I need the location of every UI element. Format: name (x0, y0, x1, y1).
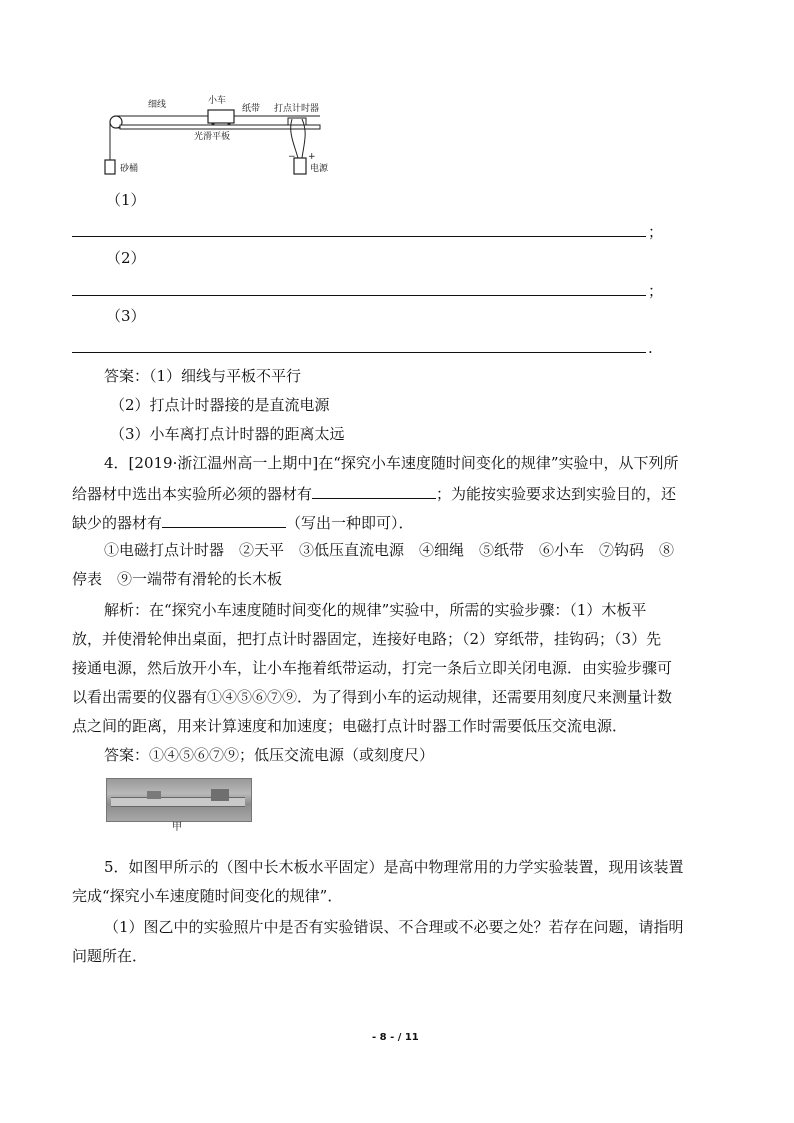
label-cart: 小车 (208, 96, 227, 106)
q4-answer: 答案：①④⑤⑥⑦⑨；低压交流电源（或刻度尺） (104, 746, 435, 764)
q3-item-3: （3） (106, 307, 146, 325)
q5-line-1: 5．如图甲所示的（图中长木板水平固定）是高中物理常用的力学实验装置，现用该装置 (104, 858, 684, 876)
experiment-photo (106, 778, 252, 822)
q4-options-2: 停表 ⑨一端带有滑轮的长木板 (72, 570, 283, 588)
q4-analysis-1: 解析：在“探究小车速度随时间变化的规律”实验中，所需的实验步骤：（1）木板平 (104, 601, 647, 619)
q4-options-1: ①电磁打点计时器 ②天平 ③低压直流电源 ④细绳 ⑤纸带 ⑥小车 ⑦钩码 ⑧ (104, 541, 675, 559)
photo-timer (211, 789, 229, 801)
q4-analysis-2: 放，并使滑轮伸出桌面，把打点计时器固定，连接好电路；（2）穿纸带，挂钩码；（3）先 (72, 630, 662, 648)
q3-blank-2[interactable] (72, 295, 646, 296)
label-board: 光滑平板 (194, 132, 231, 142)
photo-cart (147, 791, 161, 799)
q3-end-1: ； (648, 223, 664, 241)
q4-line-1: 4．[2019·浙江温州高一上期中]在“探究小车速度随时间变化的规律”实验中，从下列所 (104, 454, 679, 472)
q3-end-3: . (648, 339, 653, 357)
q3-answer-2: （2）打点计时器接的是直流电源 (110, 396, 330, 414)
q4-blank-equipment[interactable] (312, 482, 436, 499)
q3-item-2: （2） (106, 249, 146, 267)
q4-line-3-text-a: 缺少的器材有 (72, 514, 163, 532)
q5-line-2: 完成“探究小车速度随时间变化的规律”． (72, 887, 343, 905)
q3-blank-3[interactable] (72, 352, 646, 353)
label-bucket: 砂桶 (120, 164, 139, 174)
photo-caption: 甲 (172, 822, 182, 833)
q3-item-1: （1） (106, 191, 146, 209)
label-plus: + (308, 152, 316, 162)
page-number: - 8 - / 11 (372, 1032, 419, 1043)
label-string: 细线 (148, 100, 167, 110)
q4-line-2 (72, 482, 676, 504)
q5-sub1-line-1: （1）图乙中的实验照片中是否有实验错误、不合理或不必要之处？若存在问题，请指明 (104, 918, 684, 936)
q4-line-2-text-b: ；为能按实验要求达到实验目的，还 (436, 485, 677, 503)
q4-analysis-4: 以看出需要的仪器有①④⑤⑥⑦⑨．为了得到小车的运动规律，还需要用刻度尺来测量计数 (72, 688, 673, 706)
q3-blank-1[interactable] (72, 236, 646, 237)
label-minus: − (288, 152, 296, 162)
label-timer: 打点计时器 (274, 104, 320, 114)
q4-analysis-5: 点之间的距离，用来计算速度和加速度；电磁打点计时器工作时需要低压交流电源． (72, 717, 628, 735)
experiment-diagram (96, 92, 346, 182)
q4-analysis-3: 接通电源，然后放开小车，让小车拖着纸带运动，打完一条后立即关闭电源．由实验步骤可 (72, 659, 673, 677)
label-power: 电源 (310, 164, 329, 174)
q4-line-2-text-a: 给器材中选出本实验所必须的器材有 (72, 485, 313, 503)
q4-line-3 (72, 511, 414, 533)
q3-answer-1: 答案：（1）细线与平板不平行 (104, 367, 302, 385)
q3-end-2: ； (648, 282, 664, 300)
q5-sub1-line-2: 问题所在． (72, 947, 148, 965)
q4-blank-missing[interactable] (162, 511, 286, 528)
label-tape: 纸带 (242, 104, 261, 114)
q4-line-3-text-b: （写出一种即可）． (286, 514, 414, 532)
q3-answer-3: （3）小车离打点计时器的距离太远 (110, 425, 345, 443)
